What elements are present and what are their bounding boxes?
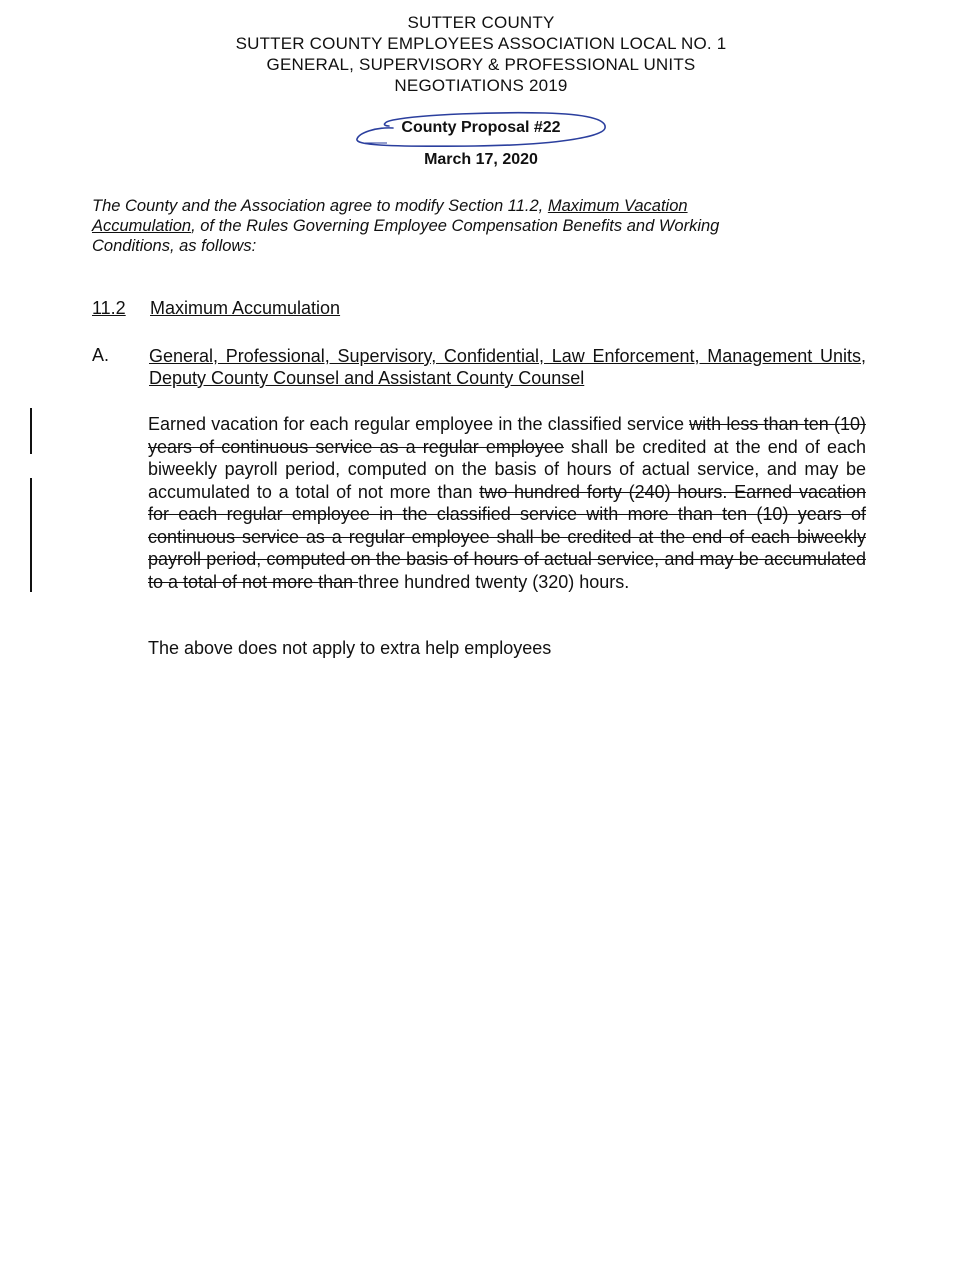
deleted-text: with less than ten (10) years of continuous service as a regular employee — [148, 414, 866, 457]
exclusion-note: The above does not apply to extra help employees — [148, 638, 552, 658]
item-label: A. — [92, 345, 110, 365]
revision-bar — [30, 478, 32, 592]
item-title: General, Professional, Supervisory, Confidential, Law Enforcement, Management Units, Deputy County Counsel and Assistant County Counsel — [149, 346, 866, 388]
proposal-number: County Proposal #22 — [401, 119, 561, 136]
proposal-date: March 17, 2020 — [424, 151, 538, 168]
section-title: Maximum Accumulation — [150, 298, 341, 318]
document-header — [0, 12, 962, 96]
section-heading — [92, 298, 340, 319]
vacation-paragraph — [148, 413, 866, 593]
intro-text-start: The County and the Association agree to modify Section 11.2, — [92, 197, 548, 215]
paragraph-text: shall be credited at the end of each biweekly payroll period, computed on the basis of hours of actual service, and may be accumulated to a total of not more than — [148, 436, 866, 502]
header-negotiations: NEGOTIATIONS 2019 — [394, 76, 568, 95]
section-number: 11.2 — [92, 298, 126, 318]
header-county: SUTTER COUNTY — [407, 13, 555, 32]
intro-paragraph — [92, 196, 792, 256]
proposal-block — [355, 110, 607, 150]
revision-bar — [30, 408, 32, 454]
paragraph-text: three hundred twenty (320) hours. — [358, 571, 630, 592]
intro-text-end: , of the Rules Governing Employee Compensation Benefits and Working Conditions, as follows: — [92, 217, 720, 255]
header-units: GENERAL, SUPERVISORY & PROFESSIONAL UNITS — [266, 55, 696, 74]
header-association: SUTTER COUNTY EMPLOYEES ASSOCIATION LOCAL NO. 1 — [235, 34, 727, 53]
deleted-text: two hundred forty (240) hours. Earned vacation for each regular employee in the classified service with more than ten (10) years of continuous service as a regular employee shall be credited at the end of each biweekly payroll period, computed on the basis of hours of actual service, and may be accumulated to a total of not more than — [148, 481, 866, 592]
intro-section-name: Maximum Vacation Accumulation — [92, 197, 688, 235]
paragraph-text: Earned vacation for each regular employee in the classified service — [148, 414, 690, 434]
